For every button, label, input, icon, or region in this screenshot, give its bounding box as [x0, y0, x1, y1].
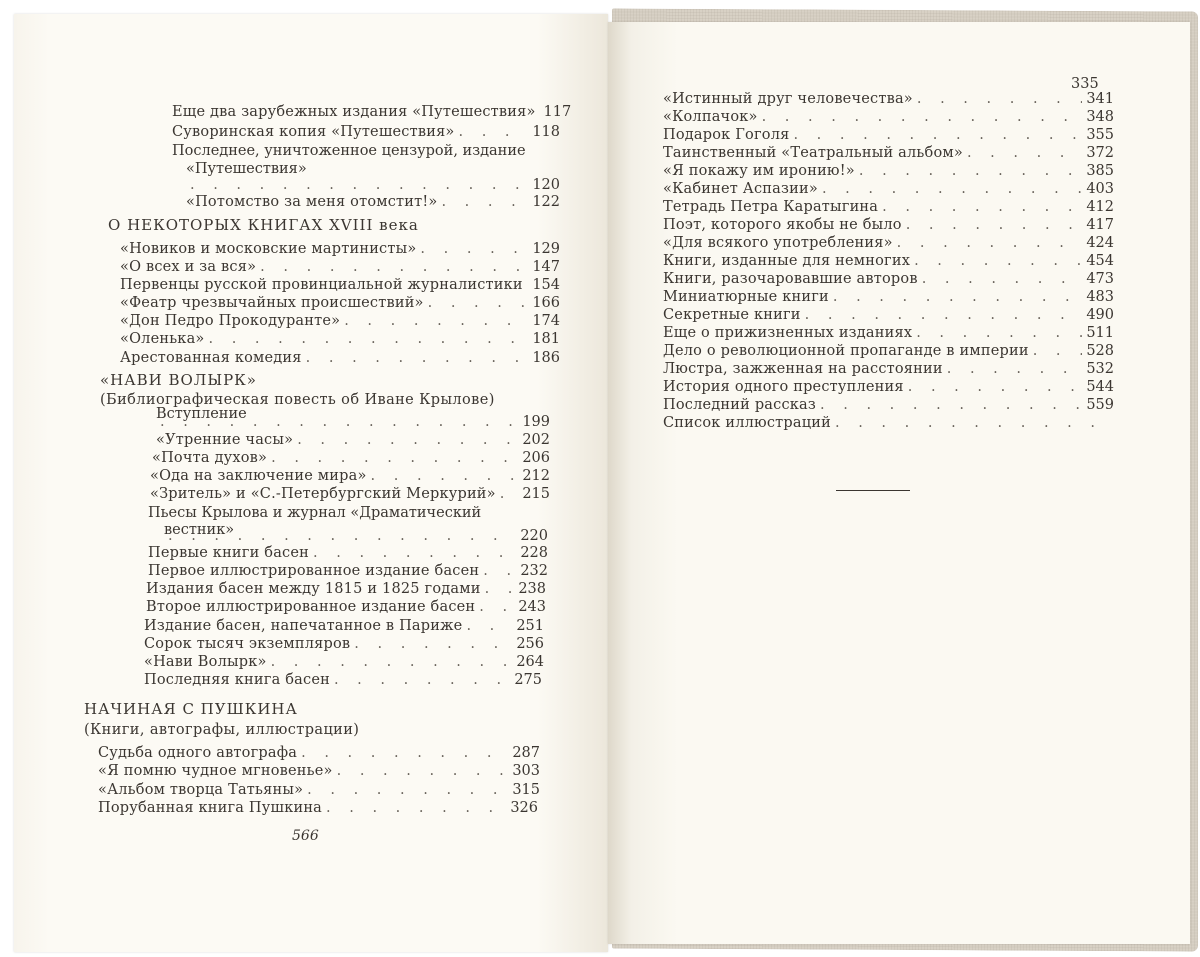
toc-page: 232	[520, 563, 548, 579]
toc-title: «Утренние часы»	[156, 432, 294, 448]
toc-page: 202	[522, 432, 550, 448]
toc-entry	[146, 599, 546, 616]
toc-title: «Истинный друг человечества»	[663, 91, 913, 107]
section-heading: НАЧИНАЯ С ПУШКИНА	[84, 700, 298, 718]
toc-entry	[98, 800, 538, 817]
toc-entry	[172, 124, 560, 141]
toc-entry	[663, 199, 1114, 216]
toc-title: Издания басен между 1815 и 1825 годами	[146, 581, 481, 597]
toc-page: 238	[518, 581, 546, 597]
toc-page: 403	[1086, 181, 1114, 197]
toc-page: 215	[522, 486, 550, 502]
toc-title: Тетрадь Петра Каратыгина	[663, 199, 879, 215]
toc-page: 181	[532, 331, 560, 347]
toc-title: «Почта духов»	[152, 450, 268, 466]
toc-title: Арестованная комедия	[120, 350, 302, 366]
left-page	[14, 14, 608, 952]
toc-page: 315	[512, 782, 540, 798]
toc-entry	[156, 414, 550, 431]
toc-entry	[120, 350, 560, 367]
toc-entry	[120, 277, 560, 294]
toc-title: «Новиков и московские мартинисты»	[120, 241, 417, 257]
toc-page: 166	[532, 295, 560, 311]
toc-page: 454	[1086, 253, 1114, 269]
toc-title: «Я покажу им иронию!»	[663, 163, 855, 179]
toc-title: «Для всякого употребления»	[663, 235, 893, 251]
toc-page: 511	[1086, 325, 1114, 341]
toc-entry	[663, 343, 1114, 360]
toc-title: Список иллюстраций	[663, 415, 831, 431]
toc-page: 147	[532, 259, 560, 275]
toc-entry	[148, 563, 548, 580]
toc-title: Книги, изданные для немногих	[663, 253, 911, 269]
toc-title: Миниатюрные книги	[663, 289, 829, 305]
toc-page: 355	[1086, 127, 1114, 143]
toc-page: 372	[1086, 145, 1114, 161]
toc-title: Еще о прижизненных изданиях	[663, 325, 913, 341]
toc-entry	[186, 177, 560, 194]
toc-page: 199	[522, 414, 550, 430]
toc-entry	[98, 782, 540, 799]
toc-entry	[663, 361, 1114, 378]
toc-title: Поэт, которого якобы не было	[663, 217, 902, 233]
toc-page: 385	[1086, 163, 1114, 179]
toc-entry	[663, 397, 1114, 414]
toc-page: 251	[516, 618, 544, 634]
toc-entry	[663, 415, 1114, 432]
toc-title: Порубанная книга Пушкина	[98, 800, 323, 816]
toc-title: «Я помню чудное мгновенье»	[98, 763, 333, 779]
toc-title: «Нави Волырк»	[144, 654, 267, 670]
toc-page: 490	[1086, 307, 1114, 323]
toc-page: 174	[532, 313, 560, 329]
toc-title-wrapped: Последнее, уничтоженное цензурой, издание	[172, 143, 526, 159]
toc-title: «О всех и за вся»	[120, 259, 257, 275]
toc-entry	[98, 763, 540, 780]
toc-title: Подарок Гоголя	[663, 127, 790, 143]
toc-entry	[144, 654, 544, 671]
toc-page: 212	[522, 468, 550, 484]
toc-page: 412	[1086, 199, 1114, 215]
toc-entry	[663, 253, 1114, 270]
toc-entry	[146, 581, 546, 598]
toc-title: «Колпачок»	[663, 109, 758, 125]
toc-title: Первое иллюстрированное издание басен	[148, 563, 480, 579]
toc-entry	[663, 109, 1114, 126]
toc-page: 129	[532, 241, 560, 257]
toc-title: «Ода на заключение мира»	[150, 468, 367, 484]
toc-entry	[663, 91, 1114, 108]
toc-title: Еще два зарубежных издания «Путешествия»	[172, 104, 536, 120]
toc-title: Судьба одного автографа	[98, 745, 298, 761]
toc-entry	[186, 194, 560, 211]
toc-title: «Феатр чрезвычайных происшествий»	[120, 295, 424, 311]
toc-page: 335	[1071, 76, 1099, 92]
section-heading: О НЕКОТОРЫХ КНИГАХ XVIII века	[108, 216, 419, 234]
right-page	[608, 22, 1190, 944]
toc-page: 264	[516, 654, 544, 670]
toc-entry	[663, 289, 1114, 306]
toc-entry	[172, 104, 572, 121]
toc-page: 341	[1086, 91, 1114, 107]
toc-entry	[120, 313, 560, 330]
toc-entry	[663, 163, 1114, 180]
toc-page: 186	[532, 350, 560, 366]
section-heading: «НАВИ ВОЛЫРК»	[100, 371, 257, 389]
toc-title: Последний рассказ	[663, 397, 817, 413]
toc-page: 417	[1086, 217, 1114, 233]
toc-title: «Потомство за меня отомстит!»	[186, 194, 438, 210]
toc-entry	[156, 432, 550, 449]
toc-entry	[120, 259, 560, 276]
toc-page: 532	[1086, 361, 1114, 377]
toc-page: 275	[514, 672, 542, 688]
toc-title: «Оленька»	[120, 331, 205, 347]
toc-page: 120	[532, 177, 560, 193]
toc-title: «Дон Педро Прокодуранте»	[120, 313, 341, 329]
toc-title: Первенцы русской провинциальной журналистики	[120, 277, 523, 293]
toc-page: 220	[520, 528, 548, 544]
toc-entry	[150, 486, 550, 503]
toc-entry	[120, 295, 560, 312]
toc-title: Люстра, зажженная на расстоянии	[663, 361, 943, 377]
toc-entry	[164, 528, 548, 545]
toc-entry	[663, 307, 1114, 324]
toc-title: Первые книги басен	[148, 545, 310, 561]
toc-entry	[144, 618, 544, 635]
toc-entry	[120, 331, 560, 348]
toc-page: 206	[522, 450, 550, 466]
toc-page: 243	[518, 599, 546, 615]
toc-title: Таинственный «Театральный альбом»	[663, 145, 963, 161]
toc-page: 303	[512, 763, 540, 779]
toc-page: 483	[1086, 289, 1114, 305]
toc-entry	[144, 672, 542, 689]
toc-page: 559	[1086, 397, 1114, 413]
toc-title: «Зритель» и «С.-Петербургский Меркурий»	[150, 486, 496, 502]
toc-entry	[663, 217, 1114, 234]
toc-page: 154	[532, 277, 560, 293]
toc-entry	[120, 241, 560, 258]
toc-title: Сорок тысяч экземпляров	[144, 636, 351, 652]
toc-entry	[663, 127, 1114, 144]
toc-page: 228	[520, 545, 548, 561]
section-subtitle: (Библиографическая повесть об Иване Крылове)	[100, 392, 495, 408]
toc-page: 117	[543, 104, 572, 120]
toc-entry	[663, 145, 1114, 162]
toc-title-continuation: вестник»	[164, 522, 235, 538]
toc-page: 424	[1086, 235, 1114, 251]
toc-entry	[663, 181, 1114, 198]
toc-page: 118	[532, 124, 560, 140]
toc-entry	[150, 468, 550, 485]
toc-page: 287	[512, 745, 540, 761]
toc-entry	[148, 545, 548, 562]
toc-title: Секретные книги	[663, 307, 801, 323]
toc-title-wrapped: Пьесы Крылова и журнал «Драматический	[148, 505, 482, 521]
toc-entry	[663, 271, 1114, 288]
toc-title: Второе иллюстрированное издание басен	[146, 599, 476, 615]
toc-title: «Альбом творца Татьяны»	[98, 782, 304, 798]
toc-title: Книги, разочаровавшие авторов	[663, 271, 918, 287]
toc-page: 544	[1086, 379, 1114, 395]
toc-title: «Кабинет Аспазии»	[663, 181, 818, 197]
toc-entry	[152, 450, 550, 467]
toc-title: Издание басен, напечатанное в Париже	[144, 618, 463, 634]
toc-page: 326	[510, 800, 538, 816]
toc-title-continuation: «Путешествия»	[186, 161, 307, 177]
toc-title: Последняя книга басен	[144, 672, 330, 688]
toc-title: Суворинская копия «Путешествия»	[172, 124, 455, 140]
toc-entry	[663, 379, 1114, 396]
page-number: 566	[292, 828, 319, 844]
toc-entry	[144, 636, 544, 653]
toc-page: 122	[532, 194, 560, 210]
toc-title: Дело о революционной пропаганде в империи	[663, 343, 1029, 359]
end-rule	[836, 490, 910, 491]
toc-entry	[663, 235, 1114, 252]
toc-title: Вступление	[156, 406, 247, 422]
toc-page: 256	[516, 636, 544, 652]
toc-page: 528	[1086, 343, 1114, 359]
toc-title: История одного преступления	[663, 379, 904, 395]
toc-entry	[98, 745, 540, 762]
toc-page: 348	[1086, 109, 1114, 125]
toc-page: 473	[1086, 271, 1114, 287]
section-subtitle: (Книги, автографы, иллюстрации)	[84, 722, 360, 738]
toc-entry	[663, 325, 1114, 342]
